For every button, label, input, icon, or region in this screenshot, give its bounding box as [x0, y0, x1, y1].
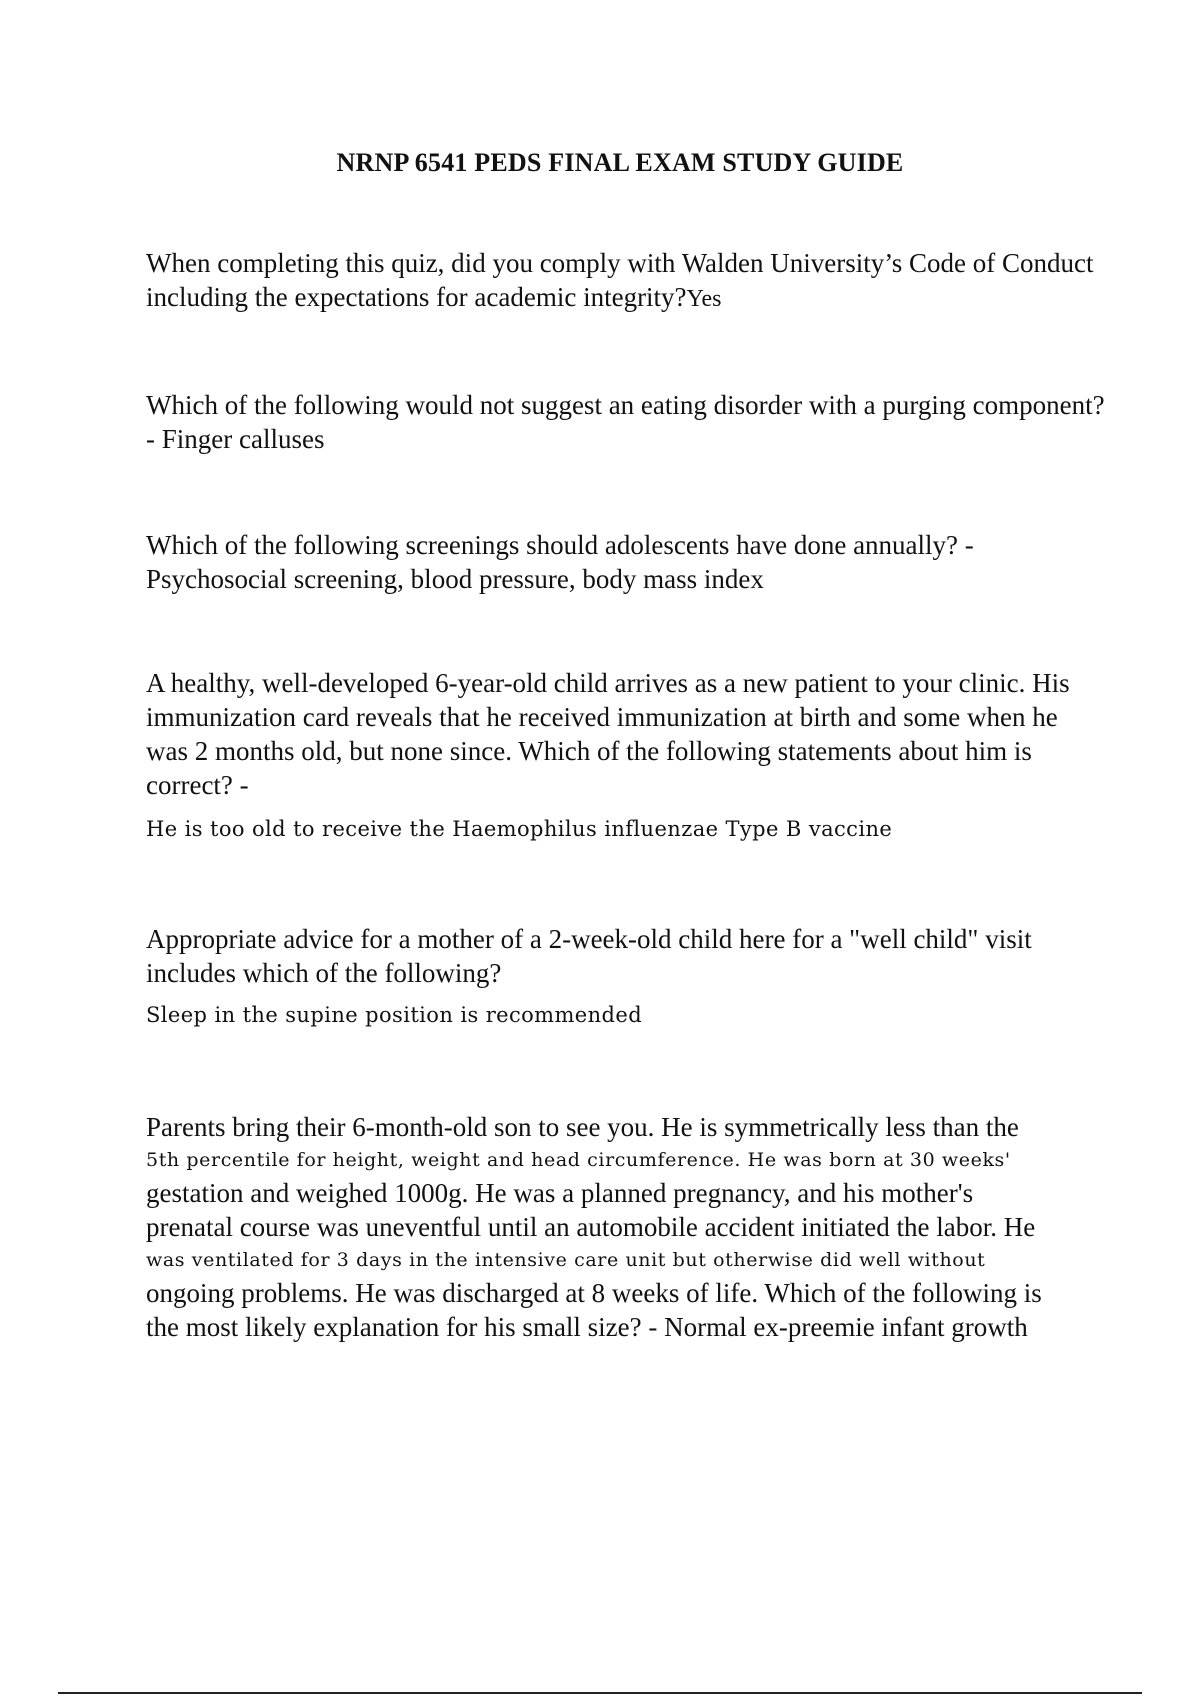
question-line: prenatal course was uneventful until an automobile accident initiated the labor. He — [146, 1212, 1036, 1242]
question-line: gestation and weighed 1000g. He was a planned pregnancy, and his mother's — [146, 1178, 974, 1208]
footer-divider — [58, 1692, 1142, 1694]
document-title: NRNP 6541 PEDS FINAL EXAM STUDY GUIDE — [336, 148, 904, 177]
answer-text: Sleep in the supine position is recommended — [146, 1003, 643, 1027]
question-text — [146, 246, 1106, 314]
question-text-body: When completing this quiz, did you comply with Walden University’s Code of Conduct including the expectations for academic integrity? — [146, 248, 1094, 312]
question-line: 5th percentile for height, weight and head circumference. He was born at 30 weeks' — [146, 1149, 1011, 1171]
qa-item — [146, 528, 1106, 596]
question-text — [146, 1110, 1126, 1344]
qa-item — [146, 388, 1106, 456]
question-text: A healthy, well-developed 6-year-old child arrives as a new patient to your clinic. His immunization card reveals that he received immunization at birth and some when he was 2 months old, but none since. Which of the following statements about him is correct? - — [146, 668, 1070, 800]
question-line: Parents bring their 6-month-old son to see you. He is symmetrically less than the — [146, 1112, 1019, 1142]
answer-text: He is too old to receive the Haemophilus influenzae Type B vaccine — [146, 817, 893, 841]
qa-item — [146, 922, 1106, 1030]
qa-item — [146, 1110, 1126, 1344]
question-line: the most likely explanation for his small size? - Normal ex-preemie infant growth — [146, 1312, 1028, 1342]
answer-text: Yes — [686, 286, 722, 312]
question-line: ongoing problems. He was discharged at 8 weeks of life. Which of the following is — [146, 1278, 1042, 1308]
question-text: Appropriate advice for a mother of a 2-week-old child here for a "well child" visit includes which of the following? — [146, 924, 1032, 988]
question-text: Which of the following would not suggest an eating disorder with a purging component? - Finger calluses — [146, 390, 1105, 454]
qa-item — [146, 246, 1106, 314]
qa-item — [146, 666, 1106, 844]
question-line: was ventilated for 3 days in the intensive care unit but otherwise did well without — [146, 1249, 986, 1271]
question-text: Which of the following screenings should adolescents have done annually? - Psychosocial screening, blood pressure, body mass index — [146, 530, 974, 594]
